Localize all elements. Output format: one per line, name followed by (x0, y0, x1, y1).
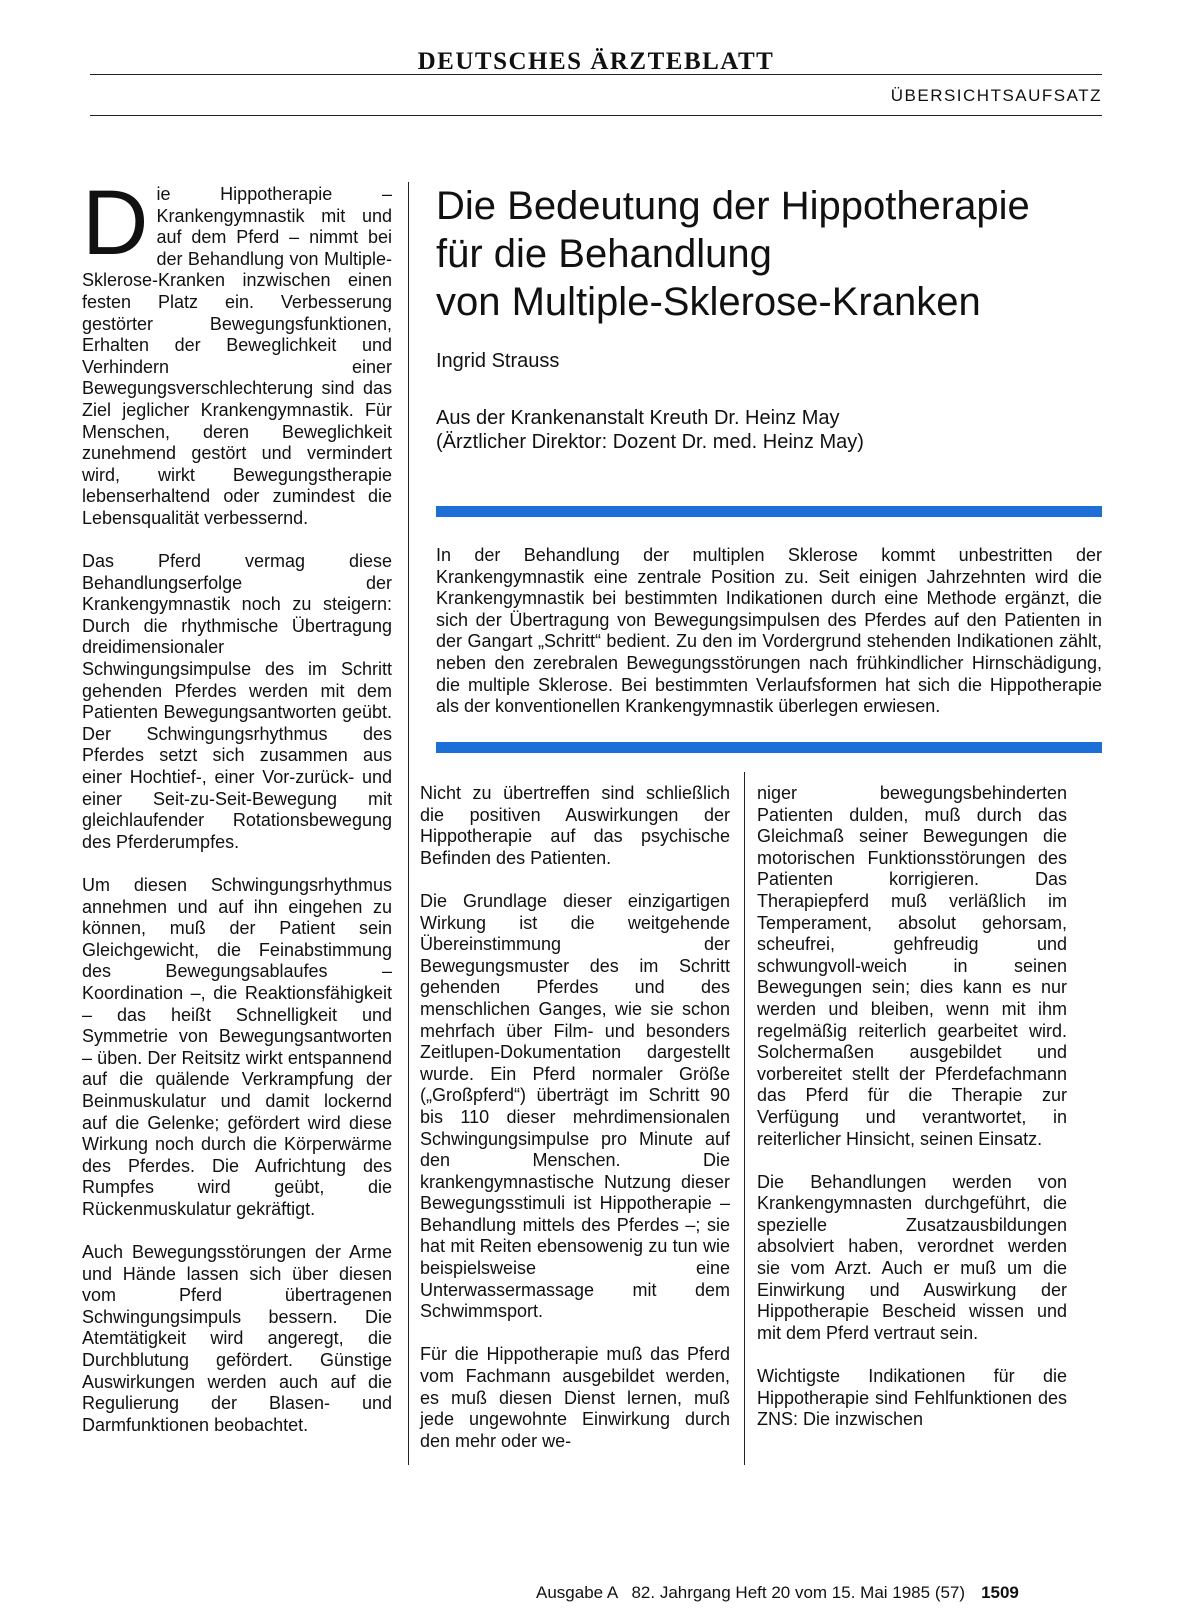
column-divider (408, 182, 409, 1465)
abstract: In der Behandlung der multiplen Sklerose kommt unbestritten der Krankengymnastik eine zentrale Position zu. Seit einigen Jahrzehnten wird die Krankengymnastik bei bestimmten Indikationen durch eine Methode ergänzt, die sich der Übertragung von Bewegungsimpulsen des Pferdes auf den Patienten in der Gangart „Schritt“ bedient. Zu den im Vordergrund stehenden Indikationen zählt, neben den zerebralen Bewegungsstörungen nach frühkindlicher Hirnschädigung, die multiple Sklerose. Bei bestimmten Verlaufsformen hat sich die Hippotherapie als der konventionellen Krankengymnastik überlegen erwiesen. (436, 545, 1102, 717)
journal-masthead: DEUTSCHES ÄRZTEBLATT (417, 48, 775, 75)
abstract-bar-bottom (436, 742, 1102, 753)
body-paragraph: Die Behandlungen werden von Krankengymnasten durchgeführt, die spezielle Zusatzausbildungen absolviert haben, verordnet werden sie vom Arzt. Auch er muß um die Einwirkung und Auswirkung der Hippotherapie Bescheid wissen und mit dem Pferd vertraut sein. (757, 1171, 1067, 1343)
header-rule-top (90, 74, 1102, 75)
drop-cap: D (82, 172, 149, 274)
body-paragraph: Um diesen Schwingungsrhythmus annehmen und auf ihn eingehen zu können, muß der Patient sein Gleichgewicht, die Feinabstimmung des Bewegungsablaufes – Koordination –, die Reaktionsfähigkeit – das heißt Schnelligkeit und Symmetrie von Bewegungsantworten – üben. Der Reitsitz wirkt entspannend auf die quälende Verkrampfung der Beinmuskulatur und damit lockernd auf die Gelenke; gefördert wird diese Wirkung noch durch die Körperwärme des Pferdes. Die Aufrichtung des Rumpfes wird geübt, die Rückenmuskulatur gekräftigt. (82, 875, 392, 1219)
issue-info: Ausgabe A 82. Jahrgang Heft 20 vom 15. Mai 1985 (57) (536, 1583, 966, 1602)
article-title: Die Bedeutung der Hippotherapie für die Behandlung von Multiple-Sklerose-Kranken (436, 184, 1030, 324)
column-left (82, 172, 392, 1458)
section-label: ÜBERSICHTSAUFSATZ (890, 86, 1102, 105)
author-name: Ingrid Strauss (436, 350, 560, 372)
intro-paragraph: Die Hippotherapie – Krankengymnastik mit und auf dem Pferd – nimmt bei der Behandlung von Multiple-Sklerose-Kranken inzwischen einen festen Platz ein. Verbesserung gestörter Bewegungsfunktionen, Erhalten der Beweglichkeit und Verhindern einer Bewegungsverschlechterung sind das Ziel jeglicher Krankengymnastik. Für Menschen, deren Beweglichkeit zunehmend gestört und vermindert wird, wirkt Bewegungstherapie lebenserhaltend oder zumindest die Lebensqualität verbessernd. (82, 172, 392, 528)
page-number: 1509 (981, 1583, 1019, 1602)
body-paragraph: Nicht zu übertreffen sind schließlich die positiven Auswirkungen der Hippotherapie auf das psychische Befinden des Patienten. (420, 783, 730, 868)
abstract-bar-top (436, 506, 1102, 517)
body-paragraph: niger bewegungsbehinderten Patienten dulden, muß durch das Gleichmaß seiner Bewegungen die motorischen Funktionsstörungen des Patienten korrigieren. Das Therapiepferd muß verläßlich im Temperament, absolut gehorsam, scheufrei, gehfreudig und schwungvoll-weich in seinen Bewegungen sein; dies kann es nur werden und bleiben, wenn mit ihm regelmäßig reiterlich gearbeitet wird. Solchermaßen ausgebildet und vorbereitet stellt der Pferdefachmann das Pferd für die Therapie zur Verfügung und verantwortet, in reiterlicher Hinsicht, seinen Einsatz. (757, 783, 1067, 1149)
body-paragraph: Wichtigste Indikationen für die Hippotherapie sind Fehlfunktionen des ZNS: Die inzwischen (757, 1366, 1067, 1430)
column-divider (744, 772, 745, 1465)
body-paragraph: Für die Hippotherapie muß das Pferd vom Fachmann ausgebildet werden, es muß diesen Dienst lernen, muß jede ungewohnte Einwirkung durch den mehr oder we- (420, 1344, 730, 1451)
body-paragraph: Die Grundlage dieser einzigartigen Wirkung ist die weitgehende Übereinstimmung der Bewegungsmuster des im Schritt gehenden Pferdes und des menschlichen Ganges, wie sie schon mehrfach über Film- und besonders Zeitlupen-Dokumentation dargestellt wurde. Ein Pferd normaler Größe („Großpferd“) überträgt im Schritt 90 bis 110 dieser mehrdimensionalen Schwingungsimpulse pro Minute auf den Menschen. Die krankengymnastische Nutzung dieser Bewegungsstimuli ist Hippotherapie – Behandlung mittels des Pferdes –; sie hat mit Reiten ebensowenig zu tun wie beispielsweise eine Unterwassermassage mit dem Schwimmsport. (420, 890, 730, 1322)
page-footer (536, 1583, 1019, 1603)
column-right (757, 783, 1067, 1452)
affiliation: Aus der Krankenanstalt Kreuth Dr. Heinz May (Ärztlicher Direktor: Dozent Dr. med. Heinz May) (436, 407, 864, 453)
body-paragraph: Das Pferd vermag diese Behandlungserfolge der Krankengymnastik noch zu steigern: Durch die rhythmische Übertragung dreidimensionaler Schwingungsimpulse des im Schritt gehenden Pferdes werden mit dem Patienten Bewegungsantworten geübt. Der Schwingungsrhythmus des Pferdes setzt sich zusammen aus einer Hochtief-, einer Vor-zurück- und einer Seit-zu-Seit-Bewegung mit gleichlaufender Rotationsbewegung des Pferderumpfes. (82, 551, 392, 852)
body-paragraph: Auch Bewegungsstörungen der Arme und Hände lassen sich über diesen vom Pferd übertragenen Schwingungsimpuls bessern. Die Atemtätigkeit wird angeregt, die Durchblutung gefördert. Günstige Auswirkungen werden auch auf die Regulierung der Blasen- und Darmfunktionen beobachtet. (82, 1242, 392, 1435)
header-rule-bottom (90, 115, 1102, 116)
column-middle (420, 783, 730, 1474)
